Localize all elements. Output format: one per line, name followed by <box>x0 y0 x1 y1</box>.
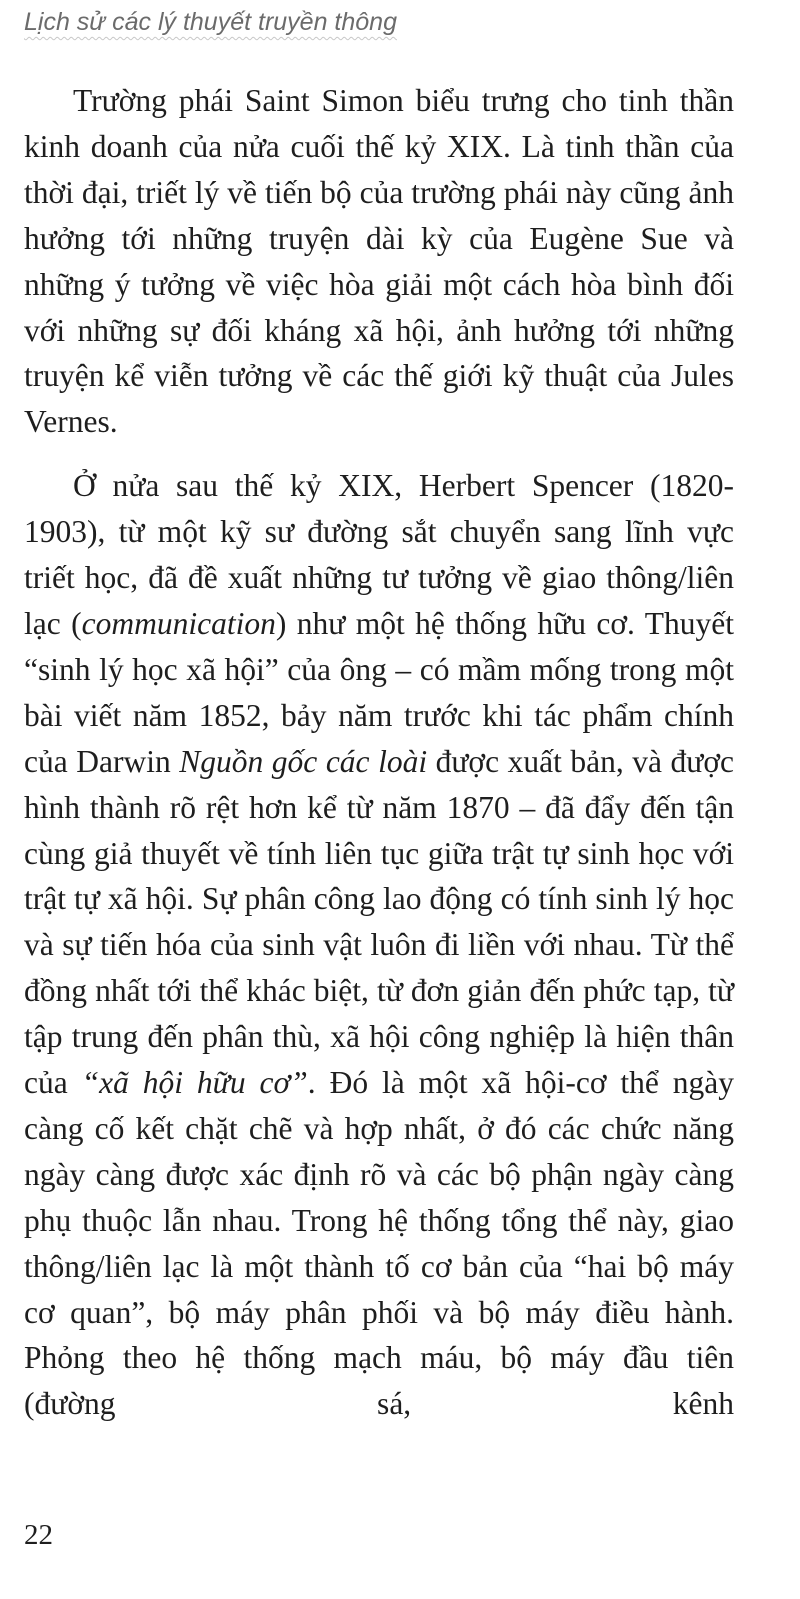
italic-quote-organic-society: “xã hội hữu cơ” <box>81 1065 308 1101</box>
italic-term-communication: communication <box>81 605 276 641</box>
paragraph-2-text-3: được xuất bản, và được hình thành rõ rệt hơn kể từ năm 1870 – đã đẩy đến tận cùng giả thuyết về tính liên tục giữa trật tự sinh học với trật tự xã hội. Sự phân công lao động có tính sinh lý học và sự tiến hóa của sinh vật luôn đi liền với nhau. Từ thể đồng nhất tới thể khác biệt, từ đơn giản đến phức tạp, từ tập trung đến phân thù, xã hội công nghiệp là hiện thân của <box>24 743 734 1101</box>
paragraph-2-text-2: ) như một hệ thống hữu cơ. Thuyết “sinh lý học xã hội” của ông – có mầm mống trong một bài viết năm 1852, bảy năm trước khi tác phẩm chính của Darwin <box>24 605 734 779</box>
italic-book-title: Nguồn gốc các loài <box>179 743 428 779</box>
page-number: 22 <box>24 1519 53 1551</box>
paragraph-1: Trường phái Saint Simon biểu trưng cho tinh thần kinh doanh của nửa cuối thế kỷ XIX. Là tinh thần của thời đại, triết lý về tiến bộ của trường phái này cũng ảnh hưởng tới những truyện dài kỳ của Eugène Sue và những ý tưởng về việc hòa giải một cách hòa bình đối với những sự đối kháng xã hội, ảnh hưởng tới những truyện kể viễn tưởng về các thế giới kỹ thuật của Jules Vernes. <box>24 83 734 440</box>
paragraph-2-text-1: Ở nửa sau thế kỷ XIX, Herbert Spencer (1820-1903), từ một kỹ sư đường sắt chuyển sang lĩnh vực triết học, đã đề xuất những tư tưởng về giao thông/liên lạc ( <box>24 468 734 641</box>
running-header-title: Lịch sử các lý thuyết truyền thông <box>24 8 397 36</box>
paragraph-2 <box>24 463 734 1427</box>
body-text <box>24 78 734 1427</box>
paragraph-2-text-4: . Đó là một xã hội-cơ thể ngày càng cố kết chặt chẽ và hợp nhất, ở đó các chức năng ngày càng được xác định rõ và các bộ phận ngày càng phụ thuộc lẫn nhau. Trong hệ thống tổng thể này, giao thông/liên lạc là một thành tố cơ bản của “hai bộ máy cơ quan”, bộ máy phân phối và bộ máy điều hành. Phỏng theo hệ thống mạch máu, bộ máy đầu tiên (đường sá, kênh <box>24 1065 734 1422</box>
